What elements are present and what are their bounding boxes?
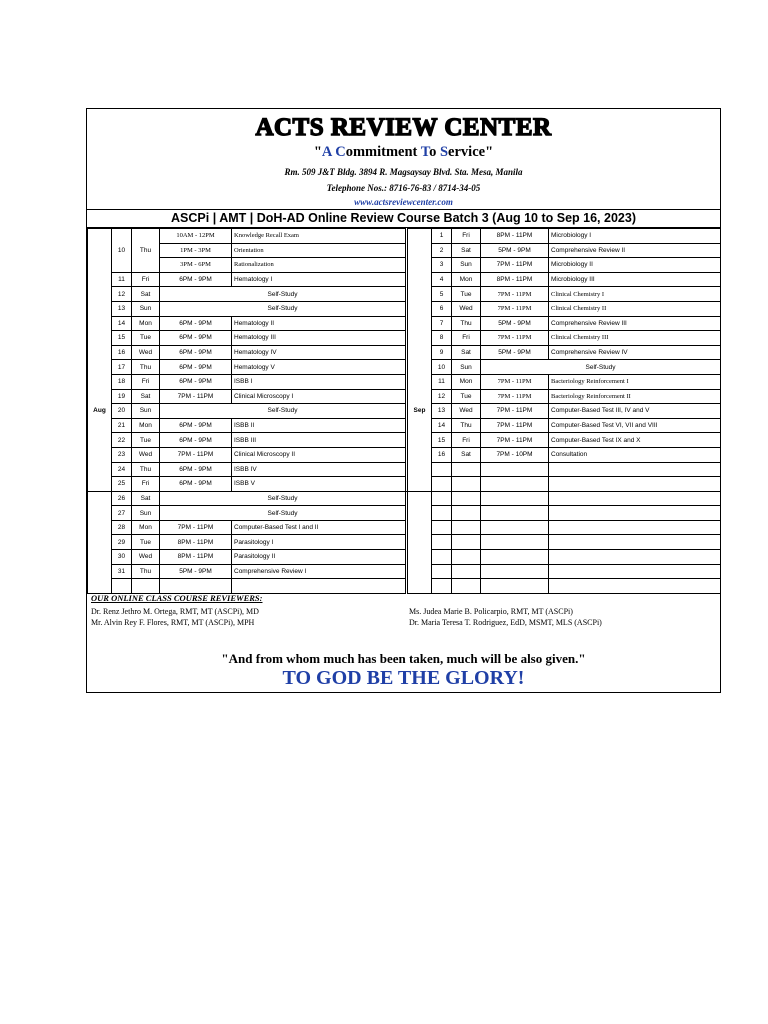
subject-cell: Knowledge Recall Exam [232, 229, 406, 244]
reviewer: Mr. Alvin Rey F. Flores, RMT, MT (ASCPi), MPH [91, 618, 255, 627]
day-cell [432, 564, 452, 579]
subject-cell: Clinical Chemistry I [549, 287, 721, 302]
subject-cell: Computer-Based Test III, IV and V [549, 404, 721, 419]
weekday-cell: Fri [452, 331, 481, 346]
glory-banner: TO GOD BE THE GLORY! [282, 667, 525, 689]
day-cell: 23 [112, 447, 132, 462]
day-cell: 11 [112, 272, 132, 287]
weekday-cell: Sun [132, 404, 160, 419]
day-cell [432, 520, 452, 535]
time-cell: 6PM - 9PM [160, 272, 232, 287]
weekday-cell: Tue [452, 389, 481, 404]
time-cell: 6PM - 9PM [160, 433, 232, 448]
weekday-cell [452, 520, 481, 535]
subject-cell: ISBB V [232, 477, 406, 492]
table-row [408, 374, 721, 389]
day-cell: 10 [112, 229, 132, 273]
time-cell [481, 550, 549, 565]
table-row [408, 360, 721, 375]
subject-cell [549, 462, 721, 477]
weekday-cell: Thu [452, 316, 481, 331]
table-row [88, 287, 406, 302]
subject-cell [549, 550, 721, 565]
day-cell: 17 [112, 360, 132, 375]
table-row [88, 418, 406, 433]
subject-cell: Computer-Based Test IX and X [549, 433, 721, 448]
table-row [408, 433, 721, 448]
weekday-cell [452, 535, 481, 550]
time-cell: 6PM - 9PM [160, 374, 232, 389]
subject-cell: Computer-Based Test I and II [232, 520, 406, 535]
subject-cell [549, 564, 721, 579]
day-cell: 16 [432, 447, 452, 462]
weekday-cell [452, 491, 481, 506]
table-row [88, 447, 406, 462]
day-cell: 14 [112, 316, 132, 331]
weekday-cell: Tue [132, 433, 160, 448]
subject-cell: Bacteriology Reinforcement I [549, 374, 721, 389]
table-row [88, 433, 406, 448]
day-cell: 4 [432, 272, 452, 287]
day-cell: 9 [432, 345, 452, 360]
subject-cell: Comprehensive Review III [549, 316, 721, 331]
weekday-cell [452, 550, 481, 565]
weekday-cell: Tue [452, 287, 481, 302]
time-cell: 3PM - 6PM [160, 258, 232, 273]
time-cell [481, 535, 549, 550]
time-cell: 7PM - 11PM [160, 520, 232, 535]
subject-cell: Orientation [232, 243, 406, 258]
weekday-cell: Mon [132, 418, 160, 433]
weekday-cell: Sat [132, 491, 160, 506]
table-row [408, 258, 721, 273]
weekday-cell: Tue [132, 535, 160, 550]
reviewer: Dr. Maria Teresa T. Rodriguez, EdD, MSMT, MLS (ASCPi) [409, 618, 602, 627]
table-row [88, 491, 406, 506]
day-cell: 13 [112, 301, 132, 316]
subject-cell: Clinical Microscopy II [232, 447, 406, 462]
subject-cell: Clinical Chemistry III [549, 331, 721, 346]
weekday-cell: Fri [132, 272, 160, 287]
time-cell: 7PM - 10PM [481, 447, 549, 462]
subject-cell [549, 506, 721, 521]
table-row [88, 535, 406, 550]
table-row [88, 360, 406, 375]
time-cell: 7PM - 11PM [481, 258, 549, 273]
time-cell: 7PM - 11PM [481, 287, 549, 302]
weekday-cell: Fri [452, 229, 481, 244]
weekday-cell: Mon [452, 272, 481, 287]
slogan-part: o [429, 144, 440, 160]
self-study-cell: Self-Study [160, 287, 406, 302]
weekday-cell: Wed [132, 447, 160, 462]
slogan-initial: C [335, 144, 346, 160]
slogan-initial: S [439, 144, 449, 160]
subject-cell: Rationalization [232, 258, 406, 273]
subject-cell: Bacteriology Reinforcement II [549, 389, 721, 404]
month-label: Aug [88, 229, 112, 594]
subject-cell: Clinical Chemistry II [549, 301, 721, 316]
reviewer: Ms. Judea Marie B. Policarpio, RMT, MT (ASCPi) [409, 607, 573, 616]
time-cell: 10AM - 12PM [160, 229, 232, 244]
table-row [408, 389, 721, 404]
day-cell: 10 [432, 360, 452, 375]
day-cell: 26 [112, 491, 132, 506]
subject-cell [549, 535, 721, 550]
time-cell: 5PM - 9PM [481, 243, 549, 258]
subject-cell [549, 477, 721, 492]
self-study-cell: Self-Study [160, 404, 406, 419]
day-cell: 25 [112, 477, 132, 492]
time-cell: 8PM - 11PM [481, 229, 549, 244]
subject-cell: ISBB I [232, 374, 406, 389]
quote: "And from whom much has been taken, much will be also given." [221, 651, 586, 666]
time-cell: 7PM - 11PM [481, 433, 549, 448]
day-cell: 5 [432, 287, 452, 302]
slogan [87, 143, 720, 161]
weekday-cell [452, 462, 481, 477]
day-cell: 18 [112, 374, 132, 389]
day-cell: 21 [112, 418, 132, 433]
time-cell: 5PM - 9PM [481, 316, 549, 331]
day-cell [432, 535, 452, 550]
time-cell: 7PM - 11PM [481, 331, 549, 346]
time-cell: 6PM - 9PM [160, 418, 232, 433]
self-study-cell: Self-Study [160, 491, 406, 506]
course-title: ASCPi | AMT | DoH-AD Online Review Course Batch 3 (Aug 10 to Sep 16, 2023) [87, 210, 720, 228]
weekday-cell: Fri [132, 477, 160, 492]
time-cell: 8PM - 11PM [160, 535, 232, 550]
time-cell: 5PM - 9PM [481, 345, 549, 360]
time-cell: 8PM - 11PM [481, 272, 549, 287]
time-cell: 6PM - 9PM [160, 360, 232, 375]
weekday-cell: Tue [132, 331, 160, 346]
subject-cell [549, 520, 721, 535]
time-cell: 6PM - 9PM [160, 462, 232, 477]
aug-table [87, 228, 406, 594]
slogan-initial: A [321, 144, 332, 160]
subject-cell: ISBB III [232, 433, 406, 448]
table-row [88, 404, 406, 419]
subject-cell: Computer-Based Test VI, VII and VIII [549, 418, 721, 433]
weekday-cell [452, 506, 481, 521]
time-cell [481, 564, 549, 579]
weekday-cell: Sun [452, 360, 481, 375]
time-cell: 6PM - 9PM [160, 331, 232, 346]
time-cell: 6PM - 9PM [160, 345, 232, 360]
self-study-cell: Self-Study [160, 301, 406, 316]
weekday-cell: Sat [452, 345, 481, 360]
month-label: Sep [408, 229, 432, 594]
table-row [88, 389, 406, 404]
weekday-cell: Sun [132, 506, 160, 521]
subject-cell: Consultation [549, 447, 721, 462]
brand-title: ACTS REVIEW CENTER [255, 114, 552, 141]
table-row [408, 535, 721, 550]
slogan-part: " [313, 144, 322, 160]
day-cell: 7 [432, 316, 452, 331]
day-cell: 24 [112, 462, 132, 477]
weekday-cell: Wed [132, 550, 160, 565]
table-row [408, 462, 721, 477]
time-cell: 7PM - 11PM [481, 301, 549, 316]
website-link[interactable]: www.actsreviewcenter.com [354, 197, 453, 207]
day-cell: 31 [112, 564, 132, 579]
day-cell [432, 477, 452, 492]
day-cell [432, 491, 452, 506]
weekday-cell: Thu [132, 564, 160, 579]
day-cell: 22 [112, 433, 132, 448]
table-row [408, 345, 721, 360]
time-cell: 6PM - 9PM [160, 477, 232, 492]
table-row [408, 404, 721, 419]
day-cell: 15 [112, 331, 132, 346]
time-cell: 7PM - 11PM [481, 389, 549, 404]
table-row [408, 550, 721, 565]
table-row [408, 229, 721, 244]
table-row [88, 331, 406, 346]
address: Rm. 509 J&T Bldg. 3894 R. Magsaysay Blvd. Sta. Mesa, Manila [284, 167, 523, 177]
time-cell: 7PM - 11PM [160, 447, 232, 462]
weekday-cell: Mon [132, 520, 160, 535]
schedule-grid [87, 228, 720, 575]
time-cell: 7PM - 11PM [160, 389, 232, 404]
time-cell: 7PM - 11PM [481, 418, 549, 433]
subject-cell: Hematology V [232, 360, 406, 375]
reviewers-section [87, 591, 720, 692]
weekday-cell [452, 477, 481, 492]
subject-cell: Clinical Microscopy I [232, 389, 406, 404]
subject-cell: ISBB IV [232, 462, 406, 477]
subject-cell: Comprehensive Review I [232, 564, 406, 579]
table-row [88, 301, 406, 316]
table-row [88, 345, 406, 360]
table-row [408, 272, 721, 287]
table-row [408, 331, 721, 346]
table-row [408, 506, 721, 521]
weekday-cell: Mon [452, 374, 481, 389]
day-cell: 27 [112, 506, 132, 521]
schedule-document [86, 108, 721, 693]
table-row [408, 287, 721, 302]
day-cell: 14 [432, 418, 452, 433]
weekday-cell: Wed [452, 301, 481, 316]
day-cell: 13 [432, 404, 452, 419]
reviewers-title: OUR ONLINE CLASS COURSE REVIEWERS: [91, 593, 263, 603]
time-cell: 7PM - 11PM [481, 374, 549, 389]
time-cell [481, 520, 549, 535]
self-study-cell: Self-Study [481, 360, 721, 375]
day-cell: 11 [432, 374, 452, 389]
day-cell: 12 [432, 389, 452, 404]
telephone: Telephone Nos.: 8716-76-83 / 8714-34-05 [326, 183, 481, 193]
day-cell: 8 [432, 331, 452, 346]
subject-cell: Hematology III [232, 331, 406, 346]
slogan-initial: T [420, 144, 430, 160]
weekday-cell: Wed [132, 345, 160, 360]
day-cell: 29 [112, 535, 132, 550]
weekday-cell: Thu [132, 229, 160, 273]
table-row [88, 564, 406, 579]
table-row [88, 374, 406, 389]
weekday-cell: Mon [132, 316, 160, 331]
day-cell [432, 506, 452, 521]
subject-cell: Parasitology II [232, 550, 406, 565]
weekday-cell: Fri [132, 374, 160, 389]
table-row [408, 477, 721, 492]
time-cell: 8PM - 11PM [160, 550, 232, 565]
table-row [408, 447, 721, 462]
time-cell [481, 462, 549, 477]
subject-cell: Comprehensive Review II [549, 243, 721, 258]
subject-cell [549, 491, 721, 506]
header [87, 109, 720, 210]
day-cell: 6 [432, 301, 452, 316]
subject-cell: ISBB II [232, 418, 406, 433]
weekday-cell: Thu [132, 360, 160, 375]
subject-cell: Microbiology I [549, 229, 721, 244]
time-cell: 1PM - 3PM [160, 243, 232, 258]
day-cell: 15 [432, 433, 452, 448]
sep-table [407, 228, 721, 594]
sep-schedule [407, 228, 720, 591]
day-cell: 20 [112, 404, 132, 419]
table-row [408, 520, 721, 535]
subject-cell: Hematology IV [232, 345, 406, 360]
subject-cell: Hematology I [232, 272, 406, 287]
subject-cell: Microbiology II [549, 258, 721, 273]
time-cell [481, 477, 549, 492]
subject-cell: Microbiology III [549, 272, 721, 287]
weekday-cell: Sat [452, 447, 481, 462]
time-cell [481, 506, 549, 521]
weekday-cell: Thu [452, 418, 481, 433]
self-study-cell: Self-Study [160, 506, 406, 521]
table-row [88, 520, 406, 535]
weekday-cell: Wed [452, 404, 481, 419]
table-row [88, 462, 406, 477]
weekday-cell: Sat [132, 389, 160, 404]
table-row [88, 477, 406, 492]
day-cell: 12 [112, 287, 132, 302]
table-row [88, 229, 406, 244]
weekday-cell: Fri [452, 433, 481, 448]
day-cell: 1 [432, 229, 452, 244]
day-cell: 30 [112, 550, 132, 565]
time-cell [481, 491, 549, 506]
slogan-part: ervice" [448, 144, 494, 160]
slogan-part: ommitment [345, 144, 421, 160]
time-cell: 6PM - 9PM [160, 316, 232, 331]
weekday-cell: Sun [132, 301, 160, 316]
day-cell: 28 [112, 520, 132, 535]
table-row [88, 550, 406, 565]
weekday-cell: Sun [452, 258, 481, 273]
weekday-cell [452, 564, 481, 579]
table-row [408, 301, 721, 316]
day-cell: 3 [432, 258, 452, 273]
table-row [88, 316, 406, 331]
subject-cell: Hematology II [232, 316, 406, 331]
weekday-cell: Thu [132, 462, 160, 477]
table-row [408, 418, 721, 433]
subject-cell: Parasitology I [232, 535, 406, 550]
weekday-cell: Sat [452, 243, 481, 258]
weekday-cell: Sat [132, 287, 160, 302]
table-row [88, 506, 406, 521]
table-row [408, 564, 721, 579]
day-cell: 2 [432, 243, 452, 258]
day-cell: 16 [112, 345, 132, 360]
day-cell [432, 462, 452, 477]
subject-cell: Comprehensive Review IV [549, 345, 721, 360]
reviewer: Dr. Renz Jethro M. Ortega, RMT, MT (ASCPi), MD [91, 607, 259, 616]
time-cell: 5PM - 9PM [160, 564, 232, 579]
day-cell [432, 550, 452, 565]
day-cell: 19 [112, 389, 132, 404]
table-row [408, 491, 721, 506]
table-row [408, 316, 721, 331]
time-cell: 7PM - 11PM [481, 404, 549, 419]
aug-schedule [87, 228, 406, 591]
table-row [88, 272, 406, 287]
table-row [408, 243, 721, 258]
